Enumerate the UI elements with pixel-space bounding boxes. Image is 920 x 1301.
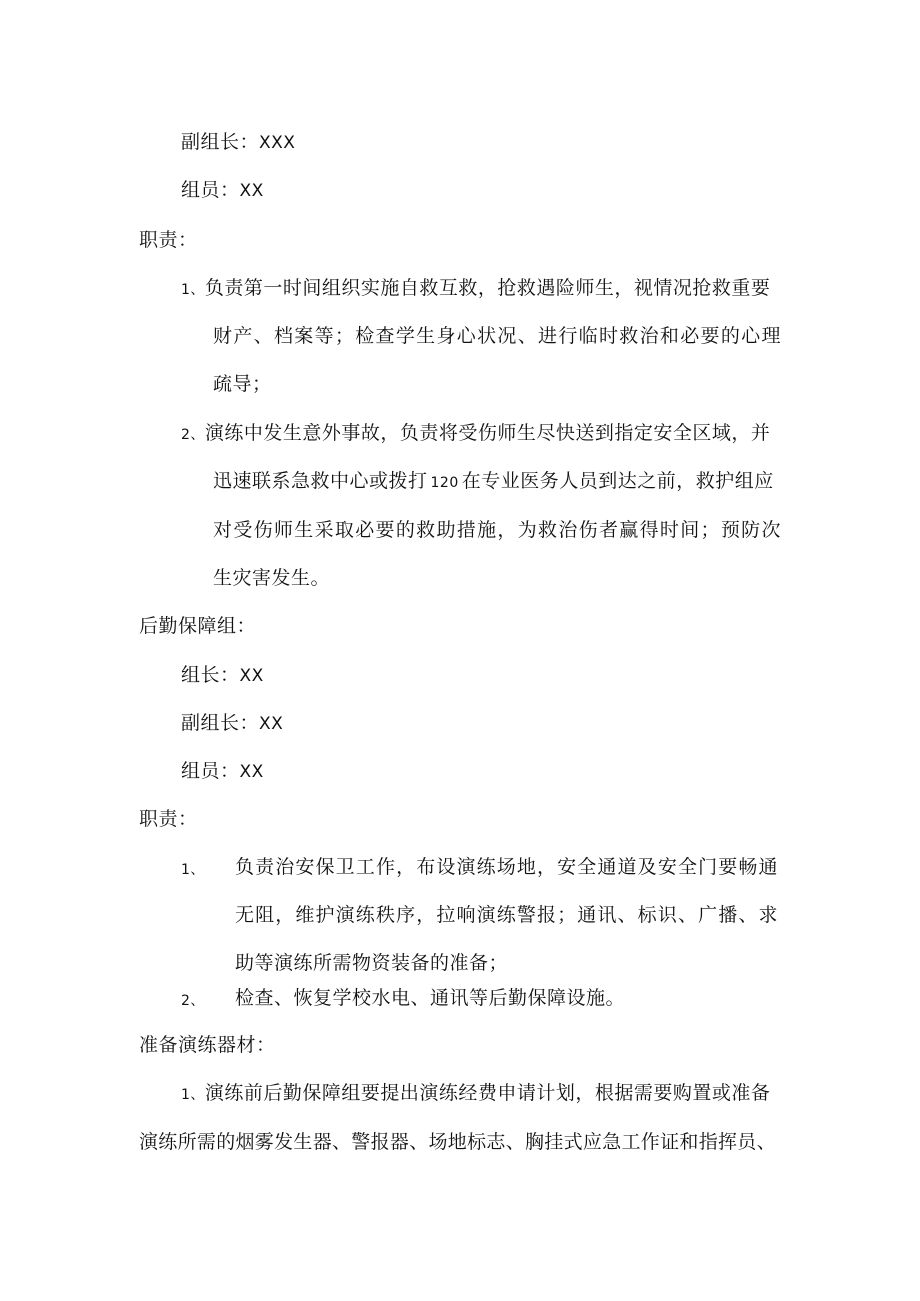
logistics-deputy-leader-line [181, 711, 283, 736]
rescue-duty-2-line-2 [213, 469, 774, 495]
rescue-duty-2-line-1 [181, 421, 781, 447]
logistics-deputy-leader-value: XX [259, 714, 284, 734]
logistics-members-label: 组员： [181, 760, 240, 782]
logistics-leader-line [181, 663, 264, 688]
deputy-leader-line [181, 130, 295, 155]
rescue-duty-1-line-2: 财产、档案等；检查学生身心状况、进行临时救治和必要的心理 [213, 325, 781, 347]
logistics-members-line [181, 759, 264, 784]
rescue-duty-2-text-2a: 迅速联系急救中心或拨打 [213, 470, 428, 492]
members-line [181, 178, 264, 203]
logistics-duty-1-number: 1、 [181, 862, 205, 878]
logistics-duty-1-line-1: 负责治安保卫工作，布设演练场地，安全通道及安全门要畅通 [235, 856, 778, 878]
rescue-duty-1-line-1 [181, 276, 781, 302]
logistics-leader-value: XX [239, 666, 264, 686]
rescue-duty-2-text-2b: 在专业医务人员到达之前，救护组应 [461, 470, 774, 492]
rescue-duty-1-text-1: 负责第一时间组织实施自救互救，抢救遇险师生，视情况抢救重要 [204, 277, 771, 299]
equipment-heading: 准备演练器材： [139, 1034, 276, 1056]
equipment-item-1-text-1: 演练前后勤保障组要提出演练经费申请计划，根据需要购置或准备 [204, 1082, 771, 1104]
deputy-leader-label: 副组长： [181, 131, 260, 153]
logistics-duty-2-number: 2、 [181, 993, 205, 1009]
deputy-leader-value: XXX [259, 133, 296, 153]
emergency-number: 120 [430, 475, 459, 491]
rescue-duty-1-line-3: 疏导； [213, 373, 272, 395]
logistics-group-heading: 后勤保障组： [139, 615, 257, 637]
logistics-members-value: XX [239, 762, 264, 782]
members-label: 组员： [181, 179, 240, 201]
rescue-duty-2-line-4: 生灾害发生。 [213, 567, 331, 589]
rescue-duty-2-line-3: 对受伤师生采取必要的救助措施，为救治伤者赢得时间；预防次 [213, 519, 781, 541]
rescue-duty-1-number: 1、 [181, 282, 205, 298]
rescue-duty-2-number: 2、 [181, 427, 205, 443]
members-value: XX [239, 181, 264, 201]
logistics-leader-label: 组长： [181, 664, 240, 686]
logistics-duty-1-line-3: 助等演练所需物资装备的准备； [235, 952, 509, 974]
equipment-item-1-line-1 [181, 1081, 781, 1107]
logistics-duty-2-line-1: 检查、恢复学校水电、通讯等后勤保障设施。 [235, 987, 626, 1009]
duties-heading: 职责： [139, 229, 198, 251]
equipment-item-1-number: 1、 [181, 1087, 205, 1103]
equipment-item-1-line-2: 演练所需的烟雾发生器、警报器、场地标志、胸挂式应急工作证和指挥员、 [139, 1131, 776, 1153]
logistics-duties-heading: 职责： [139, 808, 198, 830]
logistics-deputy-leader-label: 副组长： [181, 712, 260, 734]
logistics-duty-1-line-2: 无阻，维护演练秩序，拉响演练警报；通讯、标识、广播、求 [235, 904, 778, 926]
rescue-duty-2-text-1: 演练中发生意外事故，负责将受伤师生尽快送到指定安全区域，并 [204, 422, 771, 444]
